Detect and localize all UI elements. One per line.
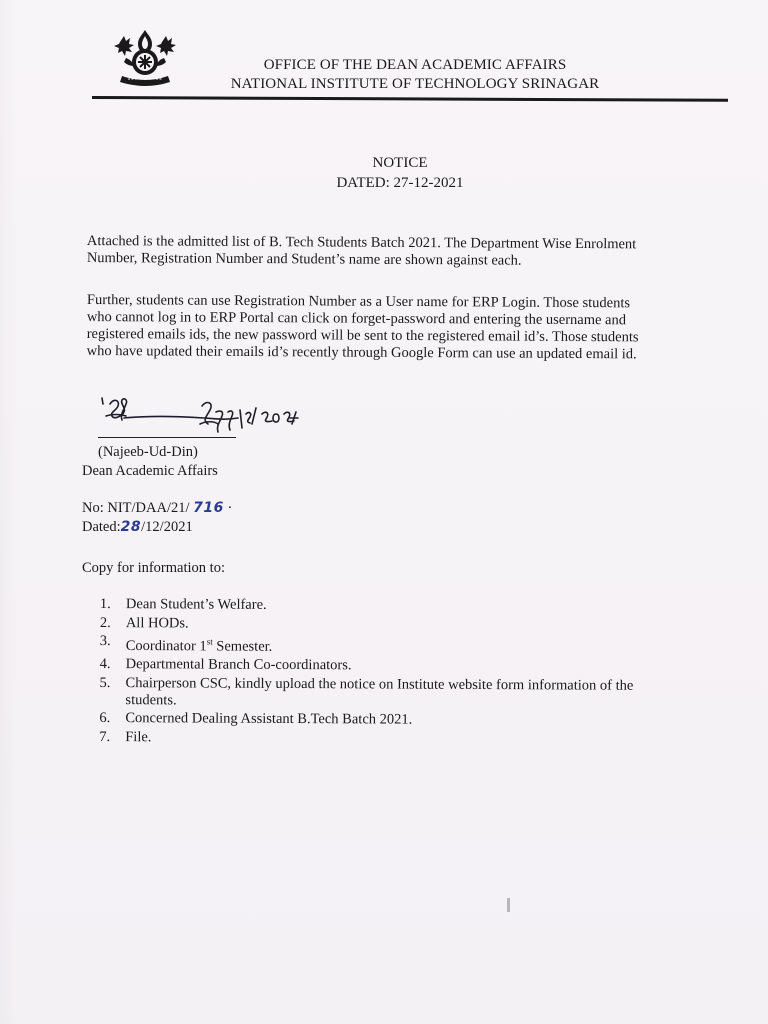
list-item-text [126,633,700,658]
header-divider [92,96,728,102]
signature-line [98,437,236,438]
office-title: OFFICE OF THE DEAN ACADEMIC AFFAIRS [263,57,567,73]
list-item [99,710,699,730]
signatory-name: (Najeeb-Ud-Din) [98,444,198,460]
list-item [100,656,700,676]
list-item-text-pre: Coordinator 1 [125,637,207,655]
list-item-number: 7. [99,728,111,745]
notice-date: DATED: 27-12-2021 [336,175,464,191]
reference-date-rest: /12/2021 [141,519,193,535]
signatory-designation: Dean Academic Affairs [82,463,218,479]
list-item-text: File. [125,728,152,746]
list-item-text: Dean Student’s Welfare. [125,596,267,613]
list-item-text: Departmental Branch Co-coordinators. [125,656,352,674]
list-item [100,633,700,658]
institute-name: NATIONAL INSTITUTE OF TECHNOLOGY SRINAGAR [230,76,600,92]
reference-date-handwritten-day: 28 [120,519,142,535]
copy-list [99,596,700,750]
copy-heading: Copy for information to: [82,560,225,576]
list-item-number: 6. [99,710,111,727]
paragraph-admitted-list [87,233,727,271]
list-item-text-continued: students. [125,691,177,709]
paragraph-line: who have updated their emails id’s recently through Google Form can use an updated email id. [86,342,637,363]
list-item [99,729,699,749]
paragraph-line: Number, Registration Number and Student’s name are shown against each. [86,249,522,269]
list-item-number: 1. [99,596,111,613]
list-item [99,675,699,712]
reference-number-handwritten: 716 [193,500,224,516]
paragraph-line: Attached is the admitted list of B. Tech Students Batch 2021. The Department Wise Enrolment [86,233,637,253]
nit-srinagar-emblem-icon [112,28,178,86]
list-item-text-post: Semester. [212,638,273,655]
list-item-number: 3. [99,632,111,650]
list-item-number: 2. [99,614,111,631]
list-item-number: 5. [99,674,111,691]
reference-date [82,519,193,536]
reference-date-label: Dated: [82,519,121,535]
list-item-text: Chairperson CSC, kindly upload the notice on Institute website form information of the [125,674,634,694]
paragraph-erp-login [87,292,727,364]
paragraph-line: registered emails ids, the new password will be sent to the registered email id’s. Those students [86,325,639,346]
list-item-text: All HODs. [125,614,189,631]
reference-number-label: No: NIT/DAA/21/ [82,500,190,516]
list-item [100,614,700,634]
notice-heading: NOTICE [372,155,428,171]
reference-number-suffix: · [227,500,233,516]
paragraph-line: who cannot log in to ERP Portal can click on forget-password and entering the username and [86,308,627,329]
paragraph-line: Further, students can use Registration Number as a User name for ERP Login. Those students [86,292,631,312]
list-item-number: 4. [99,656,111,673]
list-item-superscript: st [206,636,213,647]
list-item [100,596,700,616]
scan-artifact [507,898,510,912]
reference-number [82,500,232,517]
list-item-text: Concerned Dealing Assistant B.Tech Batch 2021. [125,710,413,728]
